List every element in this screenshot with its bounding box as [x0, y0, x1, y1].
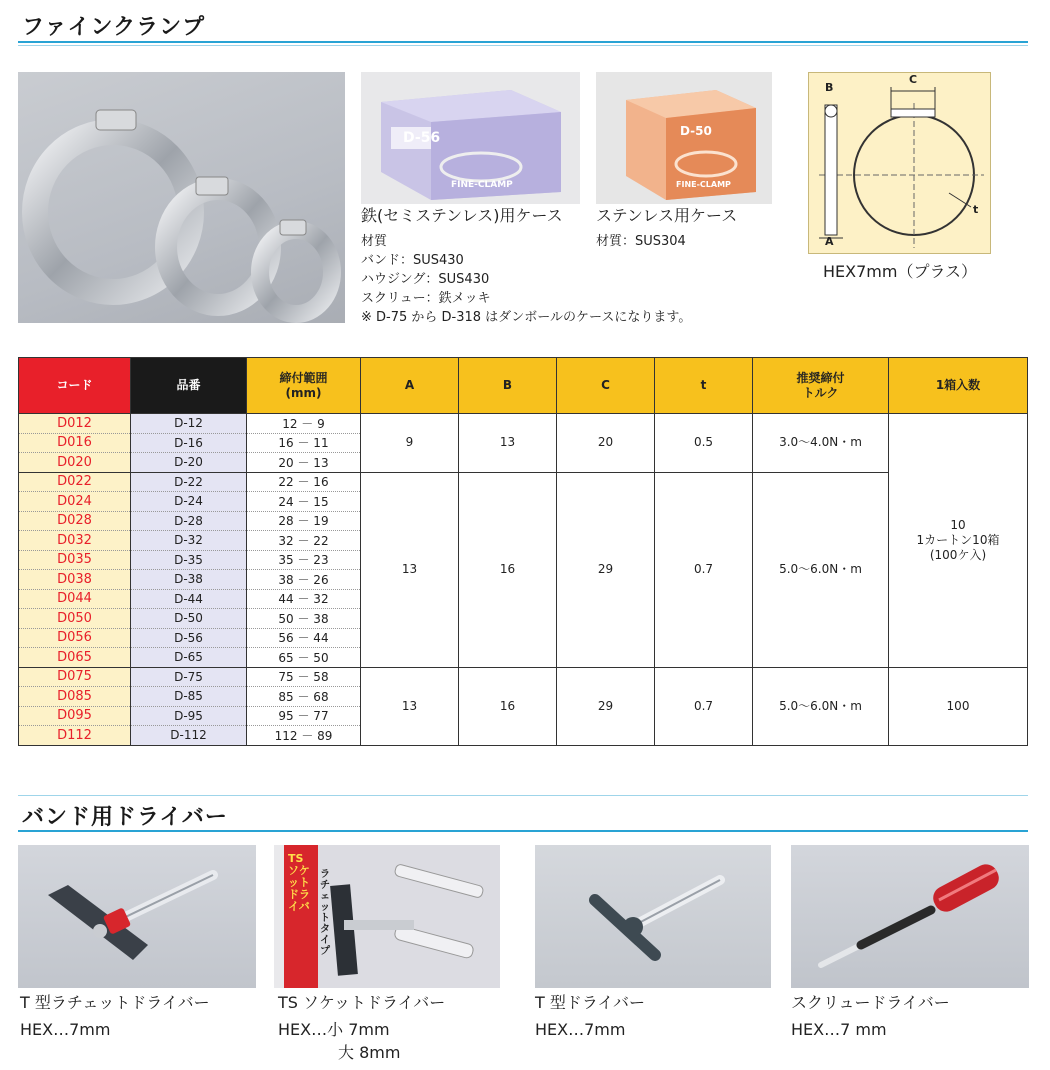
driver-spec: 大 8mm [338, 1043, 401, 1062]
iron-case-line: ハウジング：SUS430 [361, 272, 490, 287]
cell-range: 85 － 68 [247, 687, 361, 707]
header-hinban: 品番 [131, 358, 247, 414]
cell-torque: 5.0～6.0N・m [753, 667, 889, 745]
header-range [247, 358, 361, 414]
cell-t: 0.5 [655, 414, 753, 473]
header-t: t [655, 358, 753, 414]
cell-code: D032 [19, 531, 131, 551]
cell-range: 12 － 9 [247, 414, 361, 434]
cell-code: D038 [19, 570, 131, 590]
title-rule [18, 41, 1028, 43]
iron-case-line: スクリュー：鉄メッキ [361, 291, 491, 306]
cell-range: 44 － 32 [247, 589, 361, 609]
iron-case-line: バンド：SUS430 [361, 253, 464, 268]
cell-code: D012 [19, 414, 131, 434]
header-torque-line1: 推奨締付 [796, 370, 845, 385]
dim-label-a: A [825, 235, 834, 248]
cell-code: D050 [19, 609, 131, 629]
t-ratchet-driver-photo [18, 845, 256, 988]
cell-hinban: D-28 [131, 511, 247, 531]
ts-socket-driver-photo [274, 845, 500, 988]
cell-torque: 5.0～6.0N・m [753, 472, 889, 667]
clamps-photo [18, 72, 345, 323]
cell-code: D065 [19, 648, 131, 668]
header-range-line2: (mm) [285, 385, 322, 400]
title-rule [18, 830, 1028, 832]
cell-range: 56 － 44 [247, 628, 361, 648]
dim-label-b: B [825, 81, 834, 94]
cell-hinban: D-95 [131, 706, 247, 726]
cell-hinban: D-85 [131, 687, 247, 707]
header-b: B [459, 358, 557, 414]
cell-hinban: D-44 [131, 589, 247, 609]
cell-range: 24 － 15 [247, 492, 361, 512]
cell-t: 0.7 [655, 472, 753, 667]
cell-code: D056 [19, 628, 131, 648]
cell-range: 32 － 22 [247, 531, 361, 551]
section-title-drivers: バンド用ドライバー [22, 805, 228, 830]
t-driver-image [535, 845, 771, 988]
driver-name: T 型ラチェットドライバー [20, 993, 210, 1012]
diagram-caption: HEX7mm（プラス） [823, 262, 977, 281]
cell-code: D095 [19, 706, 131, 726]
iron-case-line: 材質 [361, 234, 388, 249]
cell-range: 38 － 26 [247, 570, 361, 590]
cell-hinban: D-22 [131, 472, 247, 492]
cell-range: 35 － 23 [247, 550, 361, 570]
cell-hinban: D-12 [131, 414, 247, 434]
driver-spec: HEX…7 mm [791, 1020, 887, 1039]
cell-a: 9 [361, 414, 459, 473]
screw-driver-photo [791, 845, 1029, 988]
cell-hinban: D-16 [131, 433, 247, 453]
dim-label-t: t [973, 203, 979, 216]
table-row [19, 414, 1028, 434]
cell-qty-group2: 100 [889, 667, 1028, 745]
cell-hinban: D-24 [131, 492, 247, 512]
dim-label-c: C [909, 73, 918, 86]
cell-hinban: D-35 [131, 550, 247, 570]
iron-case-title: 鉄(セミステンレス)用ケース [361, 206, 563, 225]
t-ratchet-driver-image [18, 845, 256, 988]
driver-spec: HEX…7mm [535, 1020, 626, 1039]
spec-table [18, 357, 1028, 746]
header-a: A [361, 358, 459, 414]
stainless-box-label: D-50 [680, 124, 712, 138]
header-torque-line2: トルク [802, 385, 839, 400]
cell-b: 16 [459, 667, 557, 745]
cell-code: D044 [19, 589, 131, 609]
hose-clamps-image [18, 72, 345, 323]
driver-name: スクリュードライバー [791, 993, 950, 1012]
cell-c: 20 [557, 414, 655, 473]
section-title-fine-clamp: ファインクランプ [22, 15, 206, 40]
cell-hinban: D-20 [131, 453, 247, 473]
title-rule-thin [18, 45, 1028, 46]
cell-hinban: D-75 [131, 667, 247, 687]
qty-line: (100ケ入) [929, 547, 987, 562]
header-range-line1: 締付範囲 [279, 370, 328, 385]
cell-range: 65 － 50 [247, 648, 361, 668]
cell-hinban: D-32 [131, 531, 247, 551]
table-row [19, 667, 1028, 687]
cell-code: D112 [19, 726, 131, 746]
driver-name: T 型ドライバー [535, 993, 646, 1012]
cell-hinban: D-65 [131, 648, 247, 668]
header-code: コード [19, 358, 131, 414]
cell-range: 28 － 19 [247, 511, 361, 531]
cell-a: 13 [361, 667, 459, 745]
cell-code: D075 [19, 667, 131, 687]
header-torque [753, 358, 889, 414]
cell-code: D016 [19, 433, 131, 453]
clamp-dimension-drawing [809, 73, 990, 253]
cell-hinban: D-38 [131, 570, 247, 590]
cell-b: 16 [459, 472, 557, 667]
cell-code: D028 [19, 511, 131, 531]
cell-code: D020 [19, 453, 131, 473]
cell-range: 50 － 38 [247, 609, 361, 629]
iron-case-photo [361, 72, 580, 204]
cell-torque: 3.0～4.0N・m [753, 414, 889, 473]
title-rule-thin [18, 795, 1028, 796]
t-driver-photo [535, 845, 771, 988]
cell-b: 13 [459, 414, 557, 473]
cell-range: 75 － 58 [247, 667, 361, 687]
cell-code: D022 [19, 472, 131, 492]
cell-range: 112 － 89 [247, 726, 361, 746]
cell-hinban: D-112 [131, 726, 247, 746]
cell-t: 0.7 [655, 667, 753, 745]
cell-code: D085 [19, 687, 131, 707]
cell-hinban: D-56 [131, 628, 247, 648]
driver-spec: HEX…7mm [20, 1020, 111, 1039]
screw-driver-image [791, 845, 1029, 988]
stainless-box-brand: FINE-CLAMP [676, 180, 731, 189]
header-qty: 1箱入数 [889, 358, 1028, 414]
cell-code: D024 [19, 492, 131, 512]
dimension-diagram [808, 72, 991, 254]
cell-range: 22 － 16 [247, 472, 361, 492]
table-row [19, 472, 1028, 492]
qty-line: 1カートン10箱 [916, 532, 1000, 547]
stainless-case-photo [596, 72, 772, 204]
iron-case-note: ※ D-75 から D-318 はダンボールのケースになります。 [361, 310, 692, 325]
driver-spec: HEX…小 7mm [278, 1020, 390, 1039]
ts-package-text: TSソケットドライバ [288, 852, 310, 913]
qty-line: 10 [950, 517, 966, 532]
iron-box-label: D-56 [403, 130, 441, 146]
cell-range: 95 － 77 [247, 706, 361, 726]
cell-range: 16 － 11 [247, 433, 361, 453]
cell-range: 20 － 13 [247, 453, 361, 473]
cell-c: 29 [557, 667, 655, 745]
cell-hinban: D-50 [131, 609, 247, 629]
ts-package-subtext: ラチェットタイプ [320, 869, 330, 957]
cell-code: D035 [19, 550, 131, 570]
cell-a: 13 [361, 472, 459, 667]
stainless-case-line: 材質：SUS304 [596, 234, 686, 249]
driver-name: TS ソケットドライバー [278, 993, 446, 1012]
cell-qty-group1 [889, 414, 1028, 668]
header-c: C [557, 358, 655, 414]
iron-box-brand: FINE-CLAMP [451, 180, 513, 190]
cell-c: 29 [557, 472, 655, 667]
stainless-case-title: ステンレス用ケース [596, 206, 738, 225]
